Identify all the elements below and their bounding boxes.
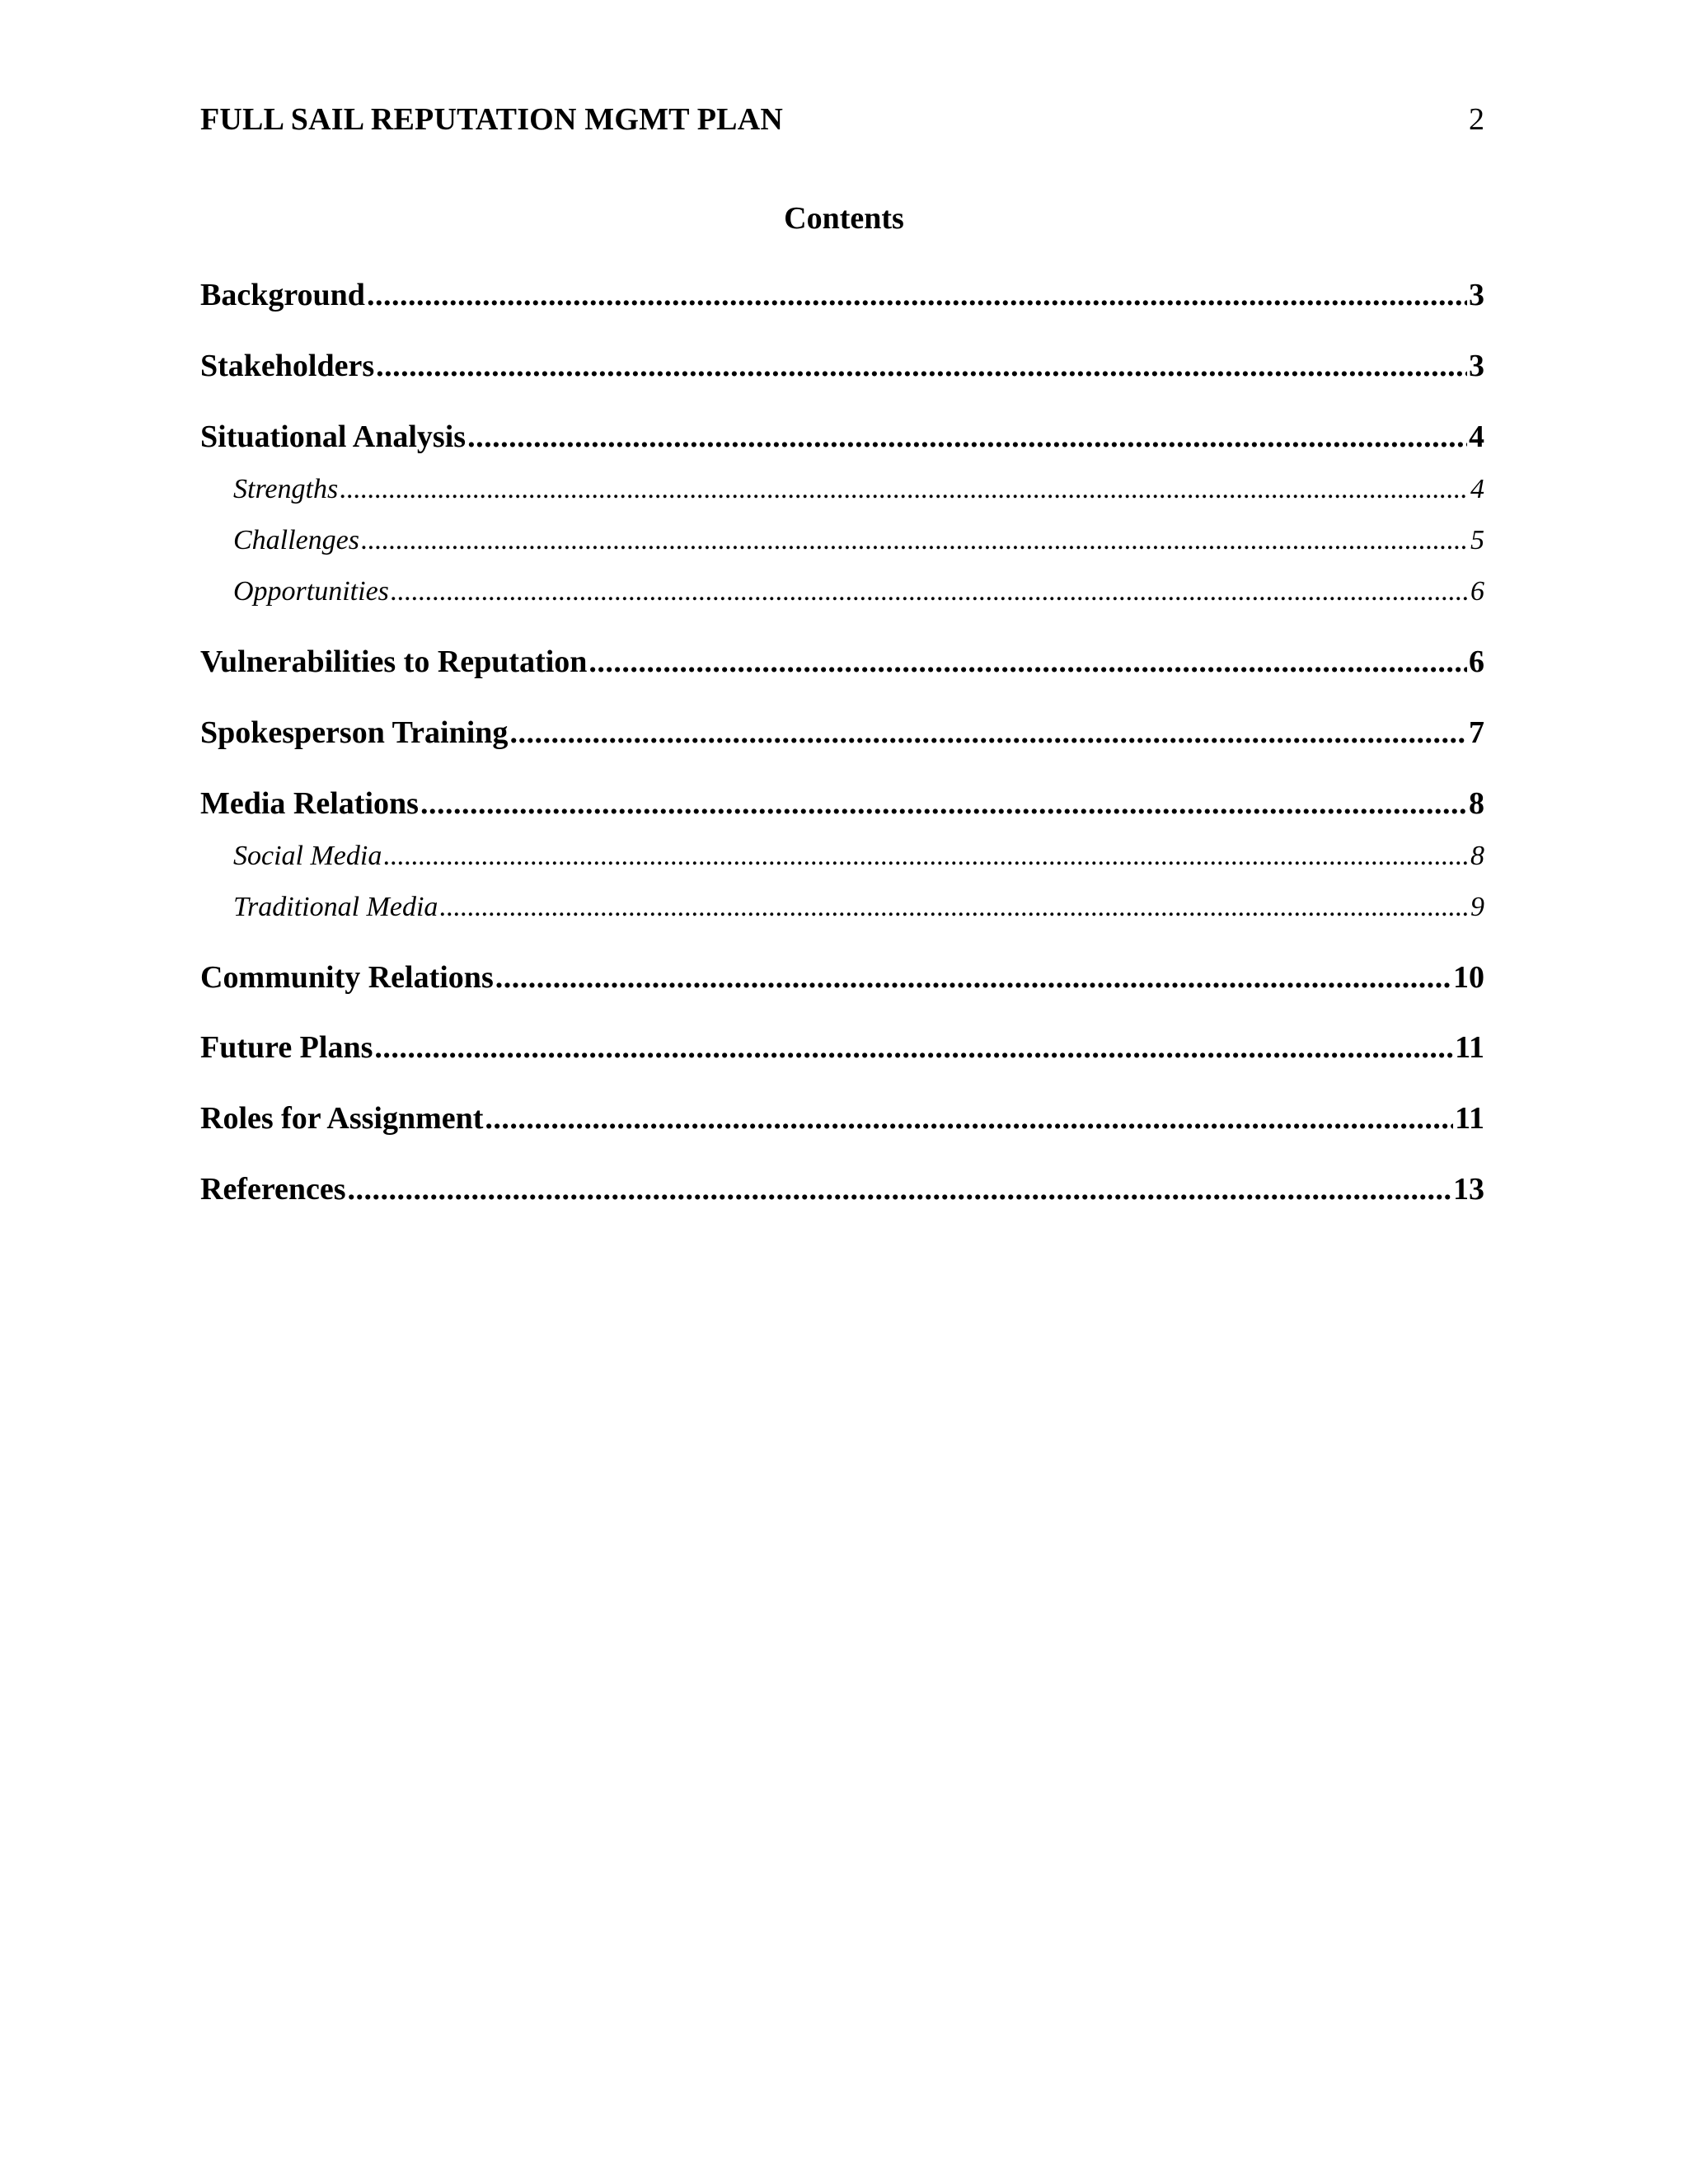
dot-leader (485, 1098, 1453, 1139)
toc-entry-stakeholders[interactable] (200, 345, 1484, 387)
toc-entry-label: Situational Analysis (200, 419, 467, 454)
toc-entry-future-plans[interactable] (200, 1027, 1484, 1068)
dot-leader (420, 783, 1467, 824)
toc-entry-roles-for-assignment[interactable] (200, 1098, 1484, 1139)
toc-entry-page: 11 (1455, 1030, 1484, 1065)
toc-entry-traditional-media[interactable] (200, 889, 1484, 926)
dot-leader (439, 889, 1469, 926)
toc-entry-page: 3 (1469, 349, 1484, 383)
dot-leader (367, 274, 1467, 316)
toc-entry-opportunities[interactable] (200, 574, 1484, 610)
dot-leader (376, 345, 1467, 387)
toc-entry-page: 13 (1453, 1172, 1484, 1207)
dot-leader (383, 838, 1469, 874)
toc-entry-page: 10 (1453, 960, 1484, 995)
toc-entry-community-relations[interactable] (200, 957, 1484, 998)
toc-entry-vulnerabilities[interactable] (200, 641, 1484, 682)
toc-entry-label: Media Relations (200, 786, 419, 821)
toc-entry-label: Community Relations (200, 960, 494, 995)
toc-entry-label: Future Plans (200, 1030, 373, 1065)
dot-leader (588, 641, 1467, 682)
toc-entry-page: 8 (1469, 786, 1484, 821)
toc-entry-label: Spokesperson Training (200, 715, 509, 750)
toc-entry-page: 8 (1470, 841, 1484, 871)
dot-leader (374, 1027, 1453, 1068)
dot-leader (467, 416, 1467, 457)
dot-leader (348, 1169, 1451, 1210)
toc-entry-page: 11 (1455, 1101, 1484, 1136)
toc-entry-label: Vulnerabilities to Reputation (200, 644, 588, 679)
toc-entry-label: Traditional Media (233, 892, 438, 922)
toc-entry-label: Stakeholders (200, 349, 375, 383)
table-of-contents (200, 0, 1484, 2184)
toc-entry-page: 4 (1470, 474, 1484, 504)
toc-entry-page: 9 (1470, 892, 1484, 922)
toc-entry-page: 6 (1469, 644, 1484, 679)
dot-leader (391, 574, 1469, 610)
contents-heading: Contents (784, 201, 904, 236)
dot-leader (340, 471, 1469, 508)
toc-entry-page: 7 (1469, 715, 1484, 750)
toc-entry-label: Opportunities (233, 576, 389, 607)
dot-leader (509, 712, 1467, 753)
toc-entry-situational-analysis[interactable] (200, 416, 1484, 457)
toc-entry-page: 6 (1470, 576, 1484, 607)
toc-entry-background[interactable] (200, 274, 1484, 316)
toc-entry-challenges[interactable] (200, 523, 1484, 559)
toc-entry-references[interactable] (200, 1169, 1484, 1210)
toc-entry-page: 5 (1470, 525, 1484, 555)
toc-entry-spokesperson-training[interactable] (200, 712, 1484, 753)
toc-entry-label: Roles for Assignment (200, 1101, 484, 1136)
toc-entry-media-relations[interactable] (200, 783, 1484, 824)
dot-leader (495, 957, 1451, 998)
running-head-title: FULL SAIL REPUTATION MGMT PLAN (200, 102, 783, 137)
toc-entry-label: Background (200, 278, 365, 312)
page-number: 2 (1469, 102, 1484, 137)
toc-entry-label: References (200, 1172, 346, 1207)
toc-entry-label: Strengths (233, 474, 339, 504)
toc-entry-social-media[interactable] (200, 838, 1484, 874)
toc-entry-page: 4 (1469, 419, 1484, 454)
toc-entry-page: 3 (1469, 278, 1484, 312)
dot-leader (361, 523, 1469, 559)
toc-entry-label: Social Media (233, 841, 382, 871)
toc-entry-label: Challenges (233, 525, 359, 555)
toc-entry-strengths[interactable] (200, 471, 1484, 508)
